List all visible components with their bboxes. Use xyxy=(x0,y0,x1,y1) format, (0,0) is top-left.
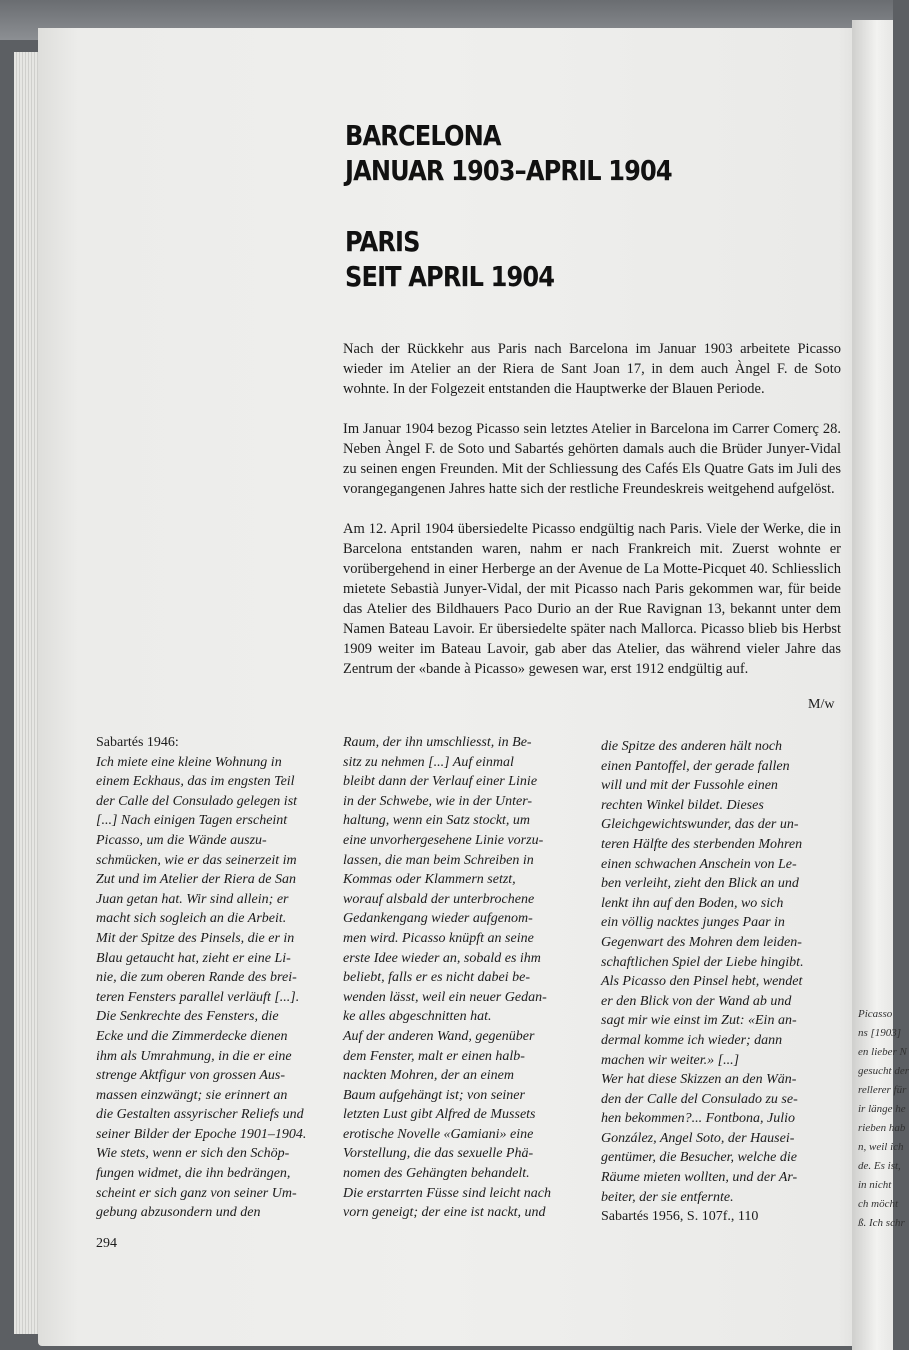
heading-line: SEIT APRIL 1904 xyxy=(345,260,555,293)
quote-line: eine unvorhergesehene Linie vorzu- xyxy=(343,832,544,848)
quote-line: teren Hälfte des sterbenden Mohren xyxy=(601,836,803,852)
heading-line: PARIS xyxy=(345,225,420,258)
quote-source: Sabartés 1946: xyxy=(96,735,179,750)
quote-line: erotische Novelle «Gamiani» eine xyxy=(343,1126,534,1142)
quote-line: haltung, wenn ein Satz stockt, um xyxy=(343,813,531,829)
quote-line: hen bekommen?... Fontbona, Julio xyxy=(601,1111,796,1127)
quote-line: fungen widmet, die ihn bedrängen, xyxy=(96,1166,291,1182)
quote-line: lenkt ihn auf den Boden, wo sich xyxy=(601,895,784,911)
quote-line: Zut und im Atelier der Riera de San xyxy=(96,872,296,888)
quote-line: strenge Aktfigur von grossen Aus- xyxy=(96,1068,285,1084)
quote-line: dermal komme ich wieder; dann xyxy=(601,1032,783,1048)
quote-line: men wird. Picasso knüpft an seine xyxy=(343,930,534,946)
quote-line: einen Pantoffel, der gerade fallen xyxy=(601,758,790,774)
quote-column-1 xyxy=(96,733,306,1223)
quote-line: gentümer, die Besucher, welche die xyxy=(601,1150,797,1166)
quote-line: einen schwachen Anschein von Le- xyxy=(601,856,797,872)
quote-line: schaftlichen Spiel der Liebe hingibt. xyxy=(601,954,804,970)
quote-line: Picasso, um die Wände auszu- xyxy=(96,832,267,848)
body-paragraph: Nach der Rückkehr aus Paris nach Barcelona im Januar 1903 arbeitete Picasso wieder im Atelier an der Riera de Sant Joan 17, in dem auch Àngel F. de Soto wohnte. In der Folgezeit entstanden die Hauptwerke der Blauen Periode. xyxy=(343,341,841,397)
facing-text: ch möcht xyxy=(858,1198,899,1210)
quote-line: sagt mir wie einst im Zut: «Ein an- xyxy=(601,1013,797,1029)
quote-line: Baum aufgehängt ist; von seiner xyxy=(343,1087,525,1103)
facing-text: de. Es ist, xyxy=(858,1160,901,1172)
facing-text: in nicht xyxy=(858,1179,892,1191)
quote-line: [...] Nach einigen Tagen erscheint xyxy=(96,813,288,829)
quote-line: González, Angel Soto, der Hausei- xyxy=(601,1130,795,1146)
quote-line: nie, die zum oberen Rande des brei- xyxy=(96,970,297,986)
quote-line: beiter, der sie entfernte. xyxy=(601,1189,734,1205)
quote-line: sitz zu nehmen [...] Auf einmal xyxy=(343,754,514,770)
quote-line: den der Calle del Consulado zu se- xyxy=(601,1091,798,1107)
quote-line: lassen, die man beim Schreiben in xyxy=(343,852,534,868)
quote-line: gebung abzusondern und den xyxy=(96,1205,261,1221)
quote-line: rechten Winkel bildet. Dieses xyxy=(601,797,764,813)
quote-line: Ich miete eine kleine Wohnung in xyxy=(96,754,282,770)
quote-line: Gleichgewichtswunder, das der un- xyxy=(601,817,799,833)
facing-text: n, weil ich xyxy=(858,1141,904,1153)
quote-line: Die Senkrechte des Fensters, die xyxy=(96,1009,279,1025)
quote-line: scheint er sich ganz von seiner Um- xyxy=(96,1185,297,1201)
quote-line: einem Eckhaus, das im engsten Teil xyxy=(96,774,295,790)
quote-line: beliebt, falls er es nicht dabei be- xyxy=(343,970,531,986)
quote-line: die Gestalten assyrischer Reliefs und xyxy=(96,1107,304,1123)
quote-line: Raum, der ihn umschliesst, in Be- xyxy=(343,735,532,750)
facing-text: rellerer für xyxy=(858,1084,907,1096)
quote-line: der Calle del Consulado gelegen ist xyxy=(96,793,298,809)
facing-text: ß. Ich schr xyxy=(858,1217,905,1229)
facing-text: Picasso xyxy=(858,1008,893,1020)
author-signature: M/w xyxy=(808,697,835,712)
quote-line: schmücken, wie er das seinerzeit im xyxy=(96,852,297,868)
quote-line: Wer hat diese Skizzen an den Wän- xyxy=(601,1072,797,1088)
facing-text: ir länge he xyxy=(858,1103,906,1115)
quote-line: vorn geneigt; der eine ist nackt, und xyxy=(343,1205,546,1221)
heading-line: JANUAR 1903–APRIL 1904 xyxy=(345,154,672,187)
quote-line: Wie stets, wenn er sich den Schöp- xyxy=(96,1146,290,1162)
body-paragraph: Im Januar 1904 bezog Picasso sein letztes Atelier in Barcelona im Carrer Comerç 28. Neben Àngel F. de Soto und Sabartés gehörten damals auch die Brüder Junyer-Vidal zu seinen engen Freunden. Mit der Schliessung des Cafés Els Quatre Gats im Juli des vorangegangenen Jahres hatte sich der restliche Freundeskreis weitgehend aufgelöst. xyxy=(343,421,841,497)
chapter-heading-paris xyxy=(345,224,554,294)
quote-line: Als Picasso den Pinsel hebt, wendet xyxy=(601,974,803,990)
quote-line: seiner Bilder der Epoche 1901–1904. xyxy=(96,1126,307,1142)
quote-line: er den Blick von der Wand ab und xyxy=(601,993,792,1009)
quote-line: ben verleiht, zieht den Blick an und xyxy=(601,876,799,892)
quote-line: Die erstarrten Füsse sind leicht nach xyxy=(343,1185,552,1201)
body-paragraph: Am 12. April 1904 übersiedelte Picasso endgültig nach Paris. Viele der Werke, die in Barcelona entstanden waren, nahm er nach Frankreich mit. Zuerst wohnte er vorübergehend in einer Herberge an der Avenue de La Motte-Picquet 40. Schliesslich mietete Sebastià Junyer-Vidal, der mit Picasso nach Paris gekommen war, für beide das Atelier des Bildhauers Paco Durio an der Rue Ravignan 13, bekannt unter dem Namen Bateau Lavoir. Er übersiedelte später nach Mallorca. Picasso blieb bis Herbst 1909 weiter im Bateau Lavoir, gab aber das Atelier, das während vieler Jahre das Zentrum der «bande à Picasso» gewesen war, erst 1912 endgültig auf. xyxy=(343,521,841,677)
chapter-heading-barcelona xyxy=(345,118,672,188)
heading-line: BARCELONA xyxy=(345,119,501,152)
facing-text: gesucht der xyxy=(858,1065,909,1077)
quote-line: nackten Mohren, der an einem xyxy=(343,1068,514,1084)
quote-line: Kommas oder Klammern setzt, xyxy=(343,872,516,888)
quote-line: Juan getan hat. Wir sind allein; er xyxy=(96,891,289,907)
quote-line: Gegenwart des Mohren dem leiden- xyxy=(601,934,802,950)
quote-line: ein völlig nacktes junges Paar in xyxy=(601,915,785,931)
quote-line: Blau getaucht hat, zieht er eine Li- xyxy=(96,950,291,966)
quote-line: bleibt dann der Verlauf einer Linie xyxy=(343,774,538,790)
quote-line: massen einzwängt; sie erinnert an xyxy=(96,1087,288,1103)
quote-reference: Sabartés 1956, S. 107f., 110 xyxy=(601,1209,759,1225)
quote-line: Ecke und die Zimmerdecke dienen xyxy=(96,1028,288,1044)
quote-line: Räume mieten wollten, und der Ar- xyxy=(601,1170,798,1186)
quote-line: in der Schwebe, wie in der Unter- xyxy=(343,793,533,809)
facing-page xyxy=(852,20,909,1350)
quote-line: wenden lässt, weil ein neuer Gedan- xyxy=(343,989,547,1005)
quote-line: Gedankengang wieder aufgenom- xyxy=(343,911,533,927)
facing-text: ns [1903] xyxy=(858,1027,902,1039)
quote-line: nomen des Gehängten behandelt. xyxy=(343,1166,530,1182)
facing-text: rieben hab xyxy=(858,1122,906,1134)
quote-line: will und mit der Fussohle einen xyxy=(601,778,778,794)
quote-line: machen wir weiter.» [...] xyxy=(601,1052,740,1068)
quote-column-3 xyxy=(601,737,804,1227)
quote-line: dem Fenster, malt er einen halb- xyxy=(343,1048,525,1064)
facing-text: en lieber N xyxy=(858,1046,907,1058)
quote-line: worauf alsbald der unterbrochene xyxy=(343,891,535,907)
quote-line: Mit der Spitze des Pinsels, die er in xyxy=(96,930,295,946)
quote-line: erste Idee wieder an, sobald es ihm xyxy=(343,950,541,966)
quote-line: macht sich sogleich an die Arbeit. xyxy=(96,911,287,927)
quote-line: Auf der anderen Wand, gegenüber xyxy=(343,1028,535,1044)
quote-line: letzten Lust gibt Alfred de Mussets xyxy=(343,1107,536,1123)
quote-line: teren Fensters parallel verläuft [...]. xyxy=(96,989,300,1005)
quote-line: ihm als Umrahmung, in die er eine xyxy=(96,1048,292,1064)
quote-line: die Spitze des anderen hält noch xyxy=(601,739,783,754)
page-number: 294 xyxy=(96,1236,117,1251)
quote-line: Vorstellung, die das sexuelle Phä- xyxy=(343,1146,534,1162)
quote-column-2 xyxy=(343,733,551,1223)
quote-line: ke alles abgeschnitten hat. xyxy=(343,1009,492,1025)
